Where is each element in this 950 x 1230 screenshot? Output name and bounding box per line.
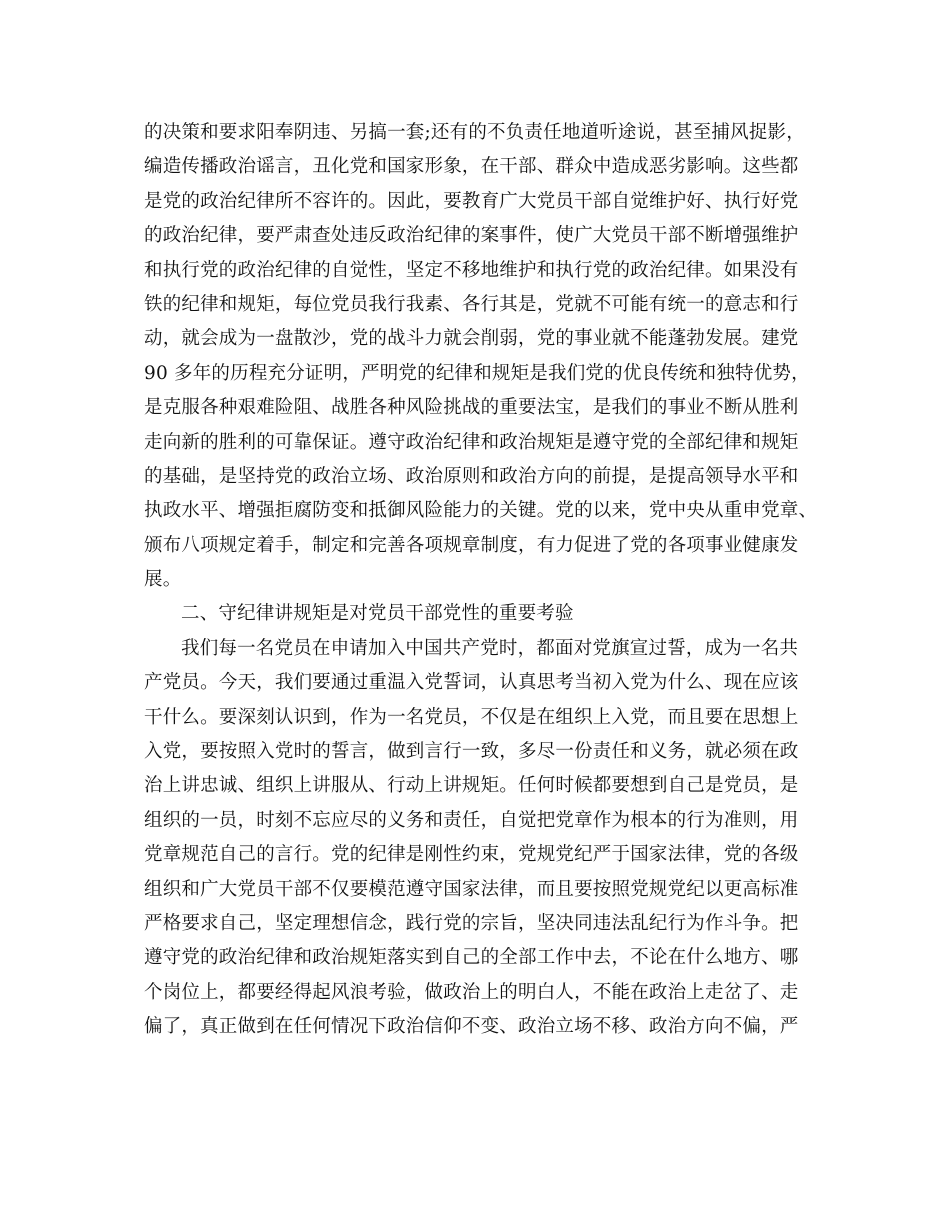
text-line: 严格要求自己，坚定理想信念，践行党的宗旨，坚决同违法乱纪行为作斗争。把 <box>144 912 799 934</box>
text-line: 干什么。要深刻认识到，作为一名党员，不仅是在组织上入党，而且要在思想上 <box>144 706 799 728</box>
text-line: 的决策和要求阳奉阴违、另搞一套;还有的不负责任地道听途说，甚至捕风捉影， <box>144 122 805 143</box>
text-line: 和执行党的政治纪律的自觉性，坚定不移地维护和执行党的政治纪律。如果没有 <box>144 259 799 281</box>
text-line: 执政水平、增强拒腐防变和抵御风险能力的关键。党的以来，党中央从重申党章、 <box>144 500 818 522</box>
document-body <box>144 116 818 1045</box>
text-line: 的基础，是坚持党的政治立场、政治原则和政治方向的前提，是提高领导水平和 <box>144 465 799 487</box>
text-line: 铁的纪律和规矩，每位党员我行我素、各行其是，党就不可能有统一的意志和行 <box>144 293 799 315</box>
text-line: 90 多年的历程充分证明，严明党的纪律和规矩是我们党的优良传统和独特优势， <box>144 362 810 384</box>
text-line: 党章规范自己的言行。党的纪律是刚性约束，党规党纪严于国家法律，党的各级 <box>144 844 799 866</box>
paragraph-first-line: 二、守纪律讲规矩是对党员干部党性的重要考验 <box>181 603 574 625</box>
text-line: 遵守党的政治纪律和政治规矩落实到自己的全部工作中去，不论在什么地方、哪 <box>144 947 799 969</box>
text-line: 颁布八项规定着手，制定和完善各项规章制度，有力促进了党的各项事业健康发 <box>144 534 799 556</box>
text-line: 组织和广大党员干部不仅要模范遵守国家法律，而且要按照党规党纪以更高标准 <box>144 878 799 900</box>
text-line: 治上讲忠诚、组织上讲服从、行动上讲规矩。任何时候都要想到自己是党员，是 <box>144 775 799 797</box>
text-line: 入党，要按照入党时的誓言，做到言行一致，多尽一份责任和义务，就必须在政 <box>144 741 799 763</box>
text-line: 是克服各种艰难险阻、战胜各种风险挑战的重要法宝，是我们的事业不断从胜利 <box>144 397 799 419</box>
text-line: 走向新的胜利的可靠保证。遵守政治纪律和政治规矩是遵守党的全部纪律和规矩 <box>144 431 799 453</box>
paragraph-first-line: 我们每一名党员在申请加入中国共产党时，都面对党旗宣过誓，成为一名共 <box>181 637 799 659</box>
text-line: 组织的一员，时刻不忘应尽的义务和责任，自觉把党章作为根本的行为准则，用 <box>144 809 799 831</box>
text-line: 产党员。今天，我们要通过重温入党誓词，认真思考当初入党为什么、现在应该 <box>144 672 799 694</box>
text-line: 偏了，真正做到在任何情况下政治信仰不变、政治立场不移、政治方向不偏，严 <box>144 1016 799 1038</box>
text-line: 是党的政治纪律所不容许的。因此，要教育广大党员干部自觉维护好、执行好党 <box>144 190 799 212</box>
text-line: 动，就会成为一盘散沙，党的战斗力就会削弱，党的事业就不能蓬勃发展。建党 <box>144 328 799 350</box>
text-line: 编造传播政治谣言，丑化党和国家形象，在干部、群众中造成恶劣影响。这些都 <box>144 156 799 178</box>
text-line: 的政治纪律，要严肃查处违反政治纪律的案事件，使广大党员干部不断增强维护 <box>144 225 799 247</box>
text-line: 个岗位上，都要经得起风浪考验，做政治上的明白人，不能在政治上走岔了、走 <box>144 981 799 1003</box>
text-line: 展。 <box>144 569 182 591</box>
